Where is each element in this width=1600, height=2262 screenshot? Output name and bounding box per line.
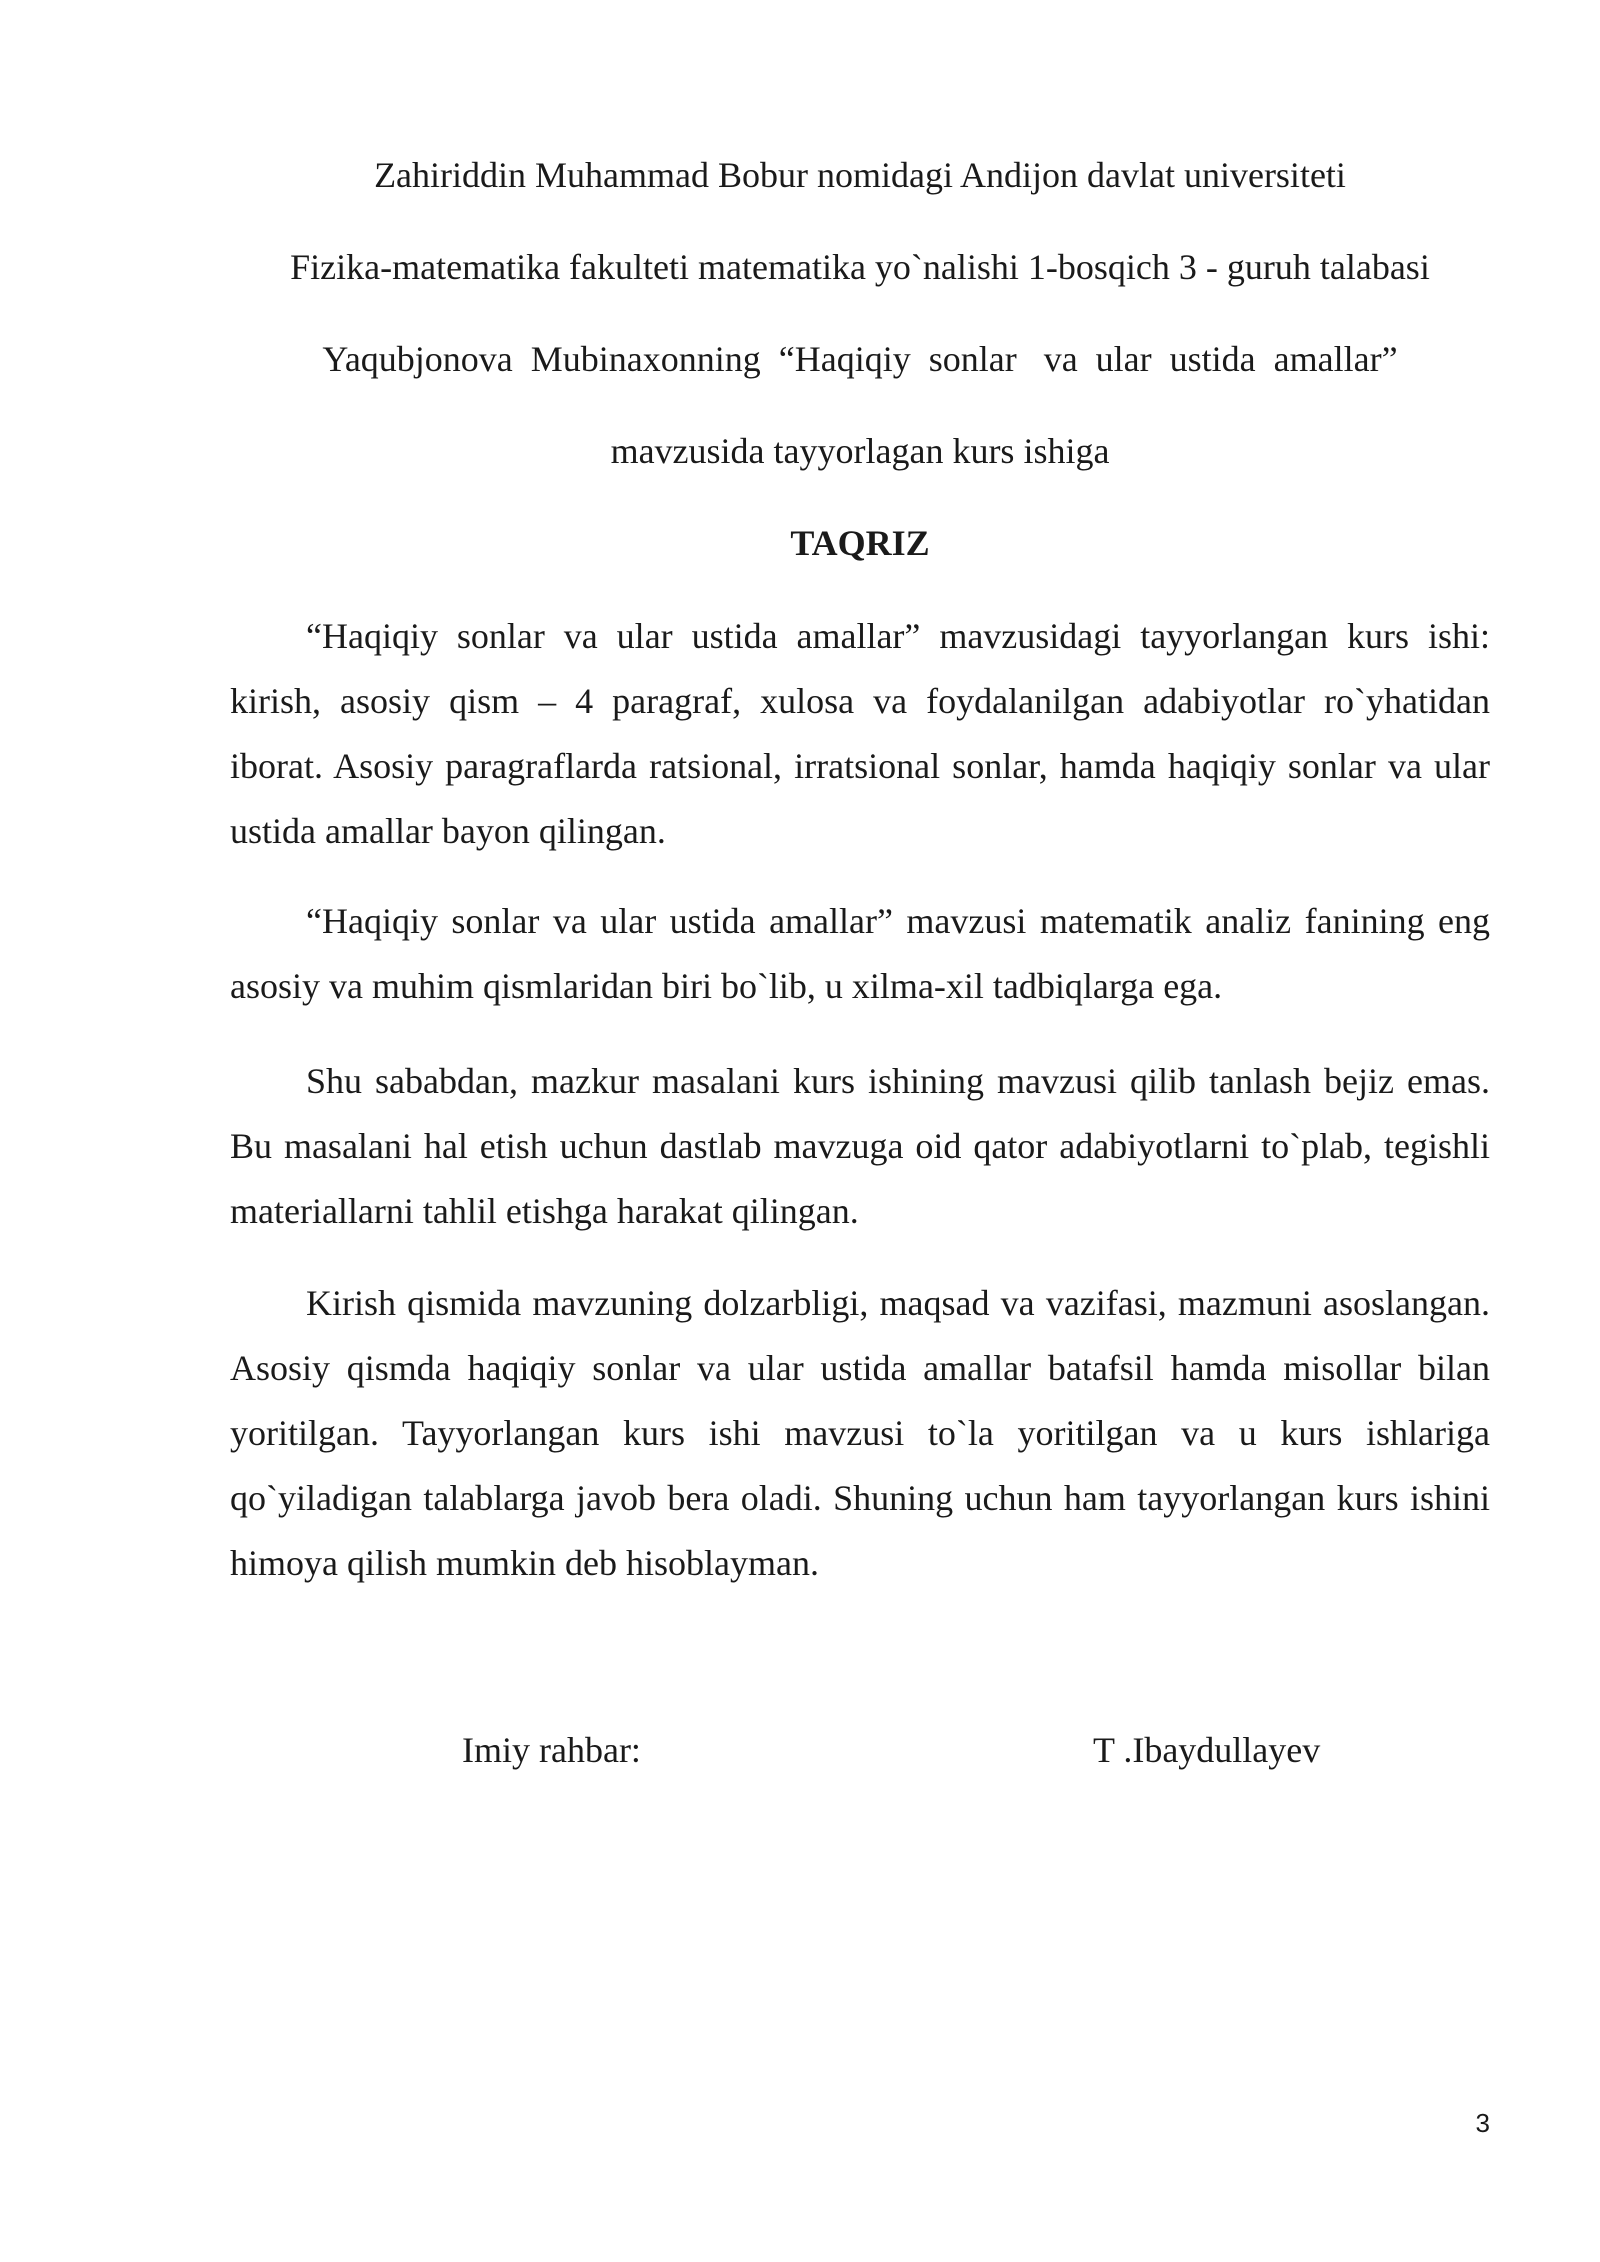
university-line: Zahiriddin Muhammad Bobur nomidagi Andijon davlat universiteti: [374, 155, 1346, 195]
student-topic-line: Yaqubjonova Mubinaxonning “Haqiqiy sonlar va ular ustida amallar”: [322, 339, 1398, 379]
paragraph-structure: “Haqiqiy sonlar va ular ustida amallar” mavzusidagi tayyorlangan kurs ishi: kirish, asosiy qism – 4 paragraf, xulosa va foydalanilgan adabiyotlar ro`yhatidan iborat. Asosiy paragraflarda ratsional, irratsional sonlar, hamda haqiqiy sonlar va ular ustida amallar bayon qilingan.: [230, 616, 1490, 851]
page-number: 3: [1475, 2108, 1490, 2138]
course-work-line: mavzusida tayyorlagan kurs ishiga: [610, 431, 1110, 471]
signature-label: Imiy rahbar:: [462, 1730, 641, 1770]
paragraph-topic-importance: “Haqiqiy sonlar va ular ustida amallar” mavzusi matematik analiz fanining eng asosiy va muhim qismlaridan biri bo`lib, u xilma-xil tadbiqlarga ega.: [230, 901, 1490, 1006]
document-title: TAQRIZ: [790, 523, 930, 563]
signature-name: T .Ibaydullayev: [1093, 1730, 1321, 1770]
paragraph-motivation: Shu sababdan, mazkur masalani kurs ishining mavzusi qilib tanlash bejiz emas. Bu masalani hal etish uchun dastlab mavzuga oid qator adabiyotlarni to`plab, tegishli materiallarni tahlil etishga harakat qilingan.: [230, 1061, 1490, 1231]
faculty-line: Fizika-matematika fakulteti matematika yo`nalishi 1-bosqich 3 - guruh talabasi: [290, 247, 1430, 287]
paragraph-conclusion: Kirish qismida mavzuning dolzarbligi, maqsad va vazifasi, mazmuni asoslangan. Asosiy qismda haqiqiy sonlar va ular ustida amallar batafsil hamda misollar bilan yoritilgan. Tayyorlangan kurs ishi mavzusi to`la yoritilgan va u kurs ishlariga qo`yiladigan talablarga javob bera oladi. Shuning uchun ham tayyorlangan kurs ishini himoya qilish mumkin deb hisoblayman.: [230, 1283, 1490, 1583]
